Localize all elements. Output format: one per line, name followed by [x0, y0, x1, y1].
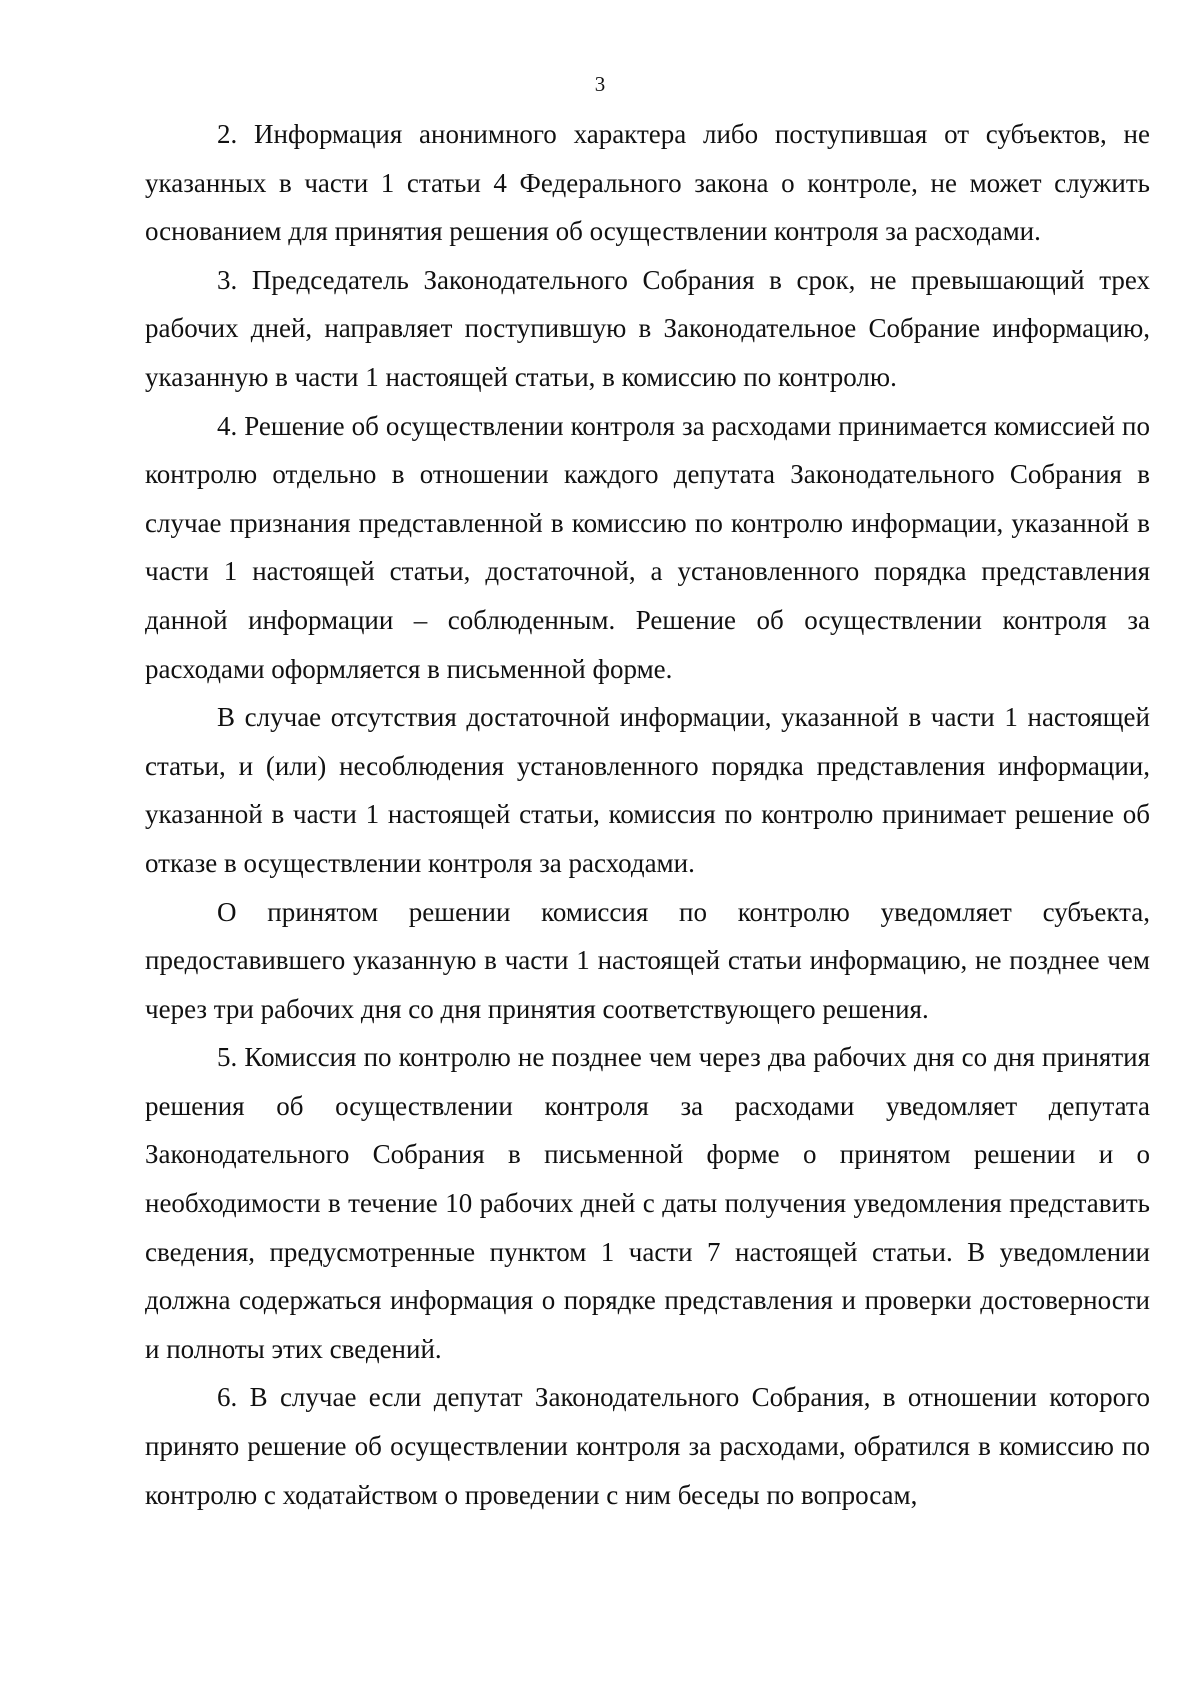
paragraph-notification: О принятом решении комиссия по контролю уведомляет субъекта, предоставившего указанную в части 1 настоящей статьи информацию, не позднее чем через три рабочих дня со дня принятия соответствующего решения.	[145, 896, 1150, 1024]
paragraph-item-6: 6. В случае если депутат Законодательного Собрания, в отношении которого принято решение об осуществлении контроля за расходами, обратился в комиссию по контролю с ходатайством о проведении с ним беседы по вопросам,	[145, 1382, 1150, 1510]
paragraph-item-4: 4. Решение об осуществлении контроля за расходами принимается комиссией по контролю отдельно в отношении каждого депутата Законодательного Собрания в случае признания представленной в комиссию по контролю информации, указанной в части 1 настоящей статьи, достаточной, а установленного порядка представления данной информации – соблюденным. Решение об осуществлении контроля за расходами оформляется в письменной форме.	[145, 410, 1150, 684]
page-number: 3	[594, 72, 606, 96]
paragraph-item-2: 2. Информация анонимного характера либо поступившая от субъектов, не указанных в части 1 статьи 4 Федерального закона о контроле, не может служить основанием для принятия решения об осуществлении контроля за расходами.	[145, 119, 1150, 247]
paragraph-item-3: 3. Председатель Законодательного Собрания в срок, не превышающий трех рабочих дней, направляет поступившую в Законодательное Собрание информацию, указанную в части 1 настоящей статьи, в комиссию по контролю.	[145, 264, 1150, 392]
paragraph-refusal-case: В случае отсутствия достаточной информации, указанной в части 1 настоящей статьи, и (или) несоблюдения установленного порядка представления информации, указанной в части 1 настоящей статьи, комиссия по контролю принимает решение об отказе в осуществлении контроля за расходами.	[145, 702, 1150, 878]
document-body	[145, 110, 1150, 1519]
paragraph-item-5: 5. Комиссия по контролю не позднее чем через два рабочих дня со дня принятия решения об осуществлении контроля за расходами уведомляет депутата Законодательного Собрания в письменной форме о принятом решении и о необходимости в течение 10 рабочих дней с даты получения уведомления представить сведения, предусмотренные пунктом 1 части 7 настоящей статьи. В уведомлении должна содержаться информация о порядке представления и проверки достоверности и полноты этих сведений.	[145, 1042, 1150, 1364]
